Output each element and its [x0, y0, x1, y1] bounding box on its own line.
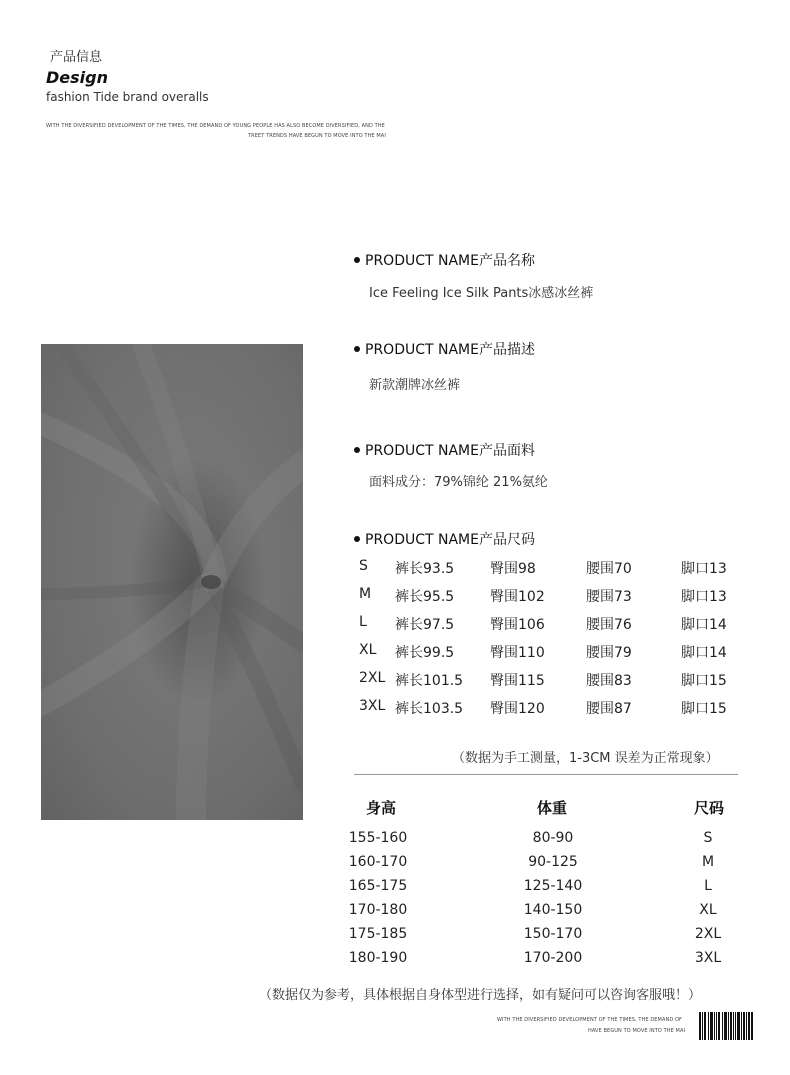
section-title-fabric: PRODUCT NAME产品面料 — [354, 440, 535, 460]
size-label: S — [359, 558, 368, 574]
fabric-swirl-image — [41, 344, 303, 820]
header-fineprint-line1: WITH THE DIVERSIFIED DEVELOPMENT OF THE TIMES, THE DEMAND OF YOUNG PEOPLE HAS ALSO BECOME DIVERSIFIED, AND THE — [46, 123, 385, 129]
weight-cell: 170-200 — [523, 950, 583, 966]
header-weight: 体重 — [536, 799, 568, 817]
size-hem: 脚口15 — [681, 701, 727, 717]
size-hip: 臀围110 — [490, 645, 545, 661]
size-hem: 脚口13 — [681, 589, 727, 605]
size-cell: 3XL — [694, 950, 722, 966]
size-hem: 脚口14 — [681, 617, 727, 633]
size-cell: M — [701, 854, 715, 870]
size-row — [359, 698, 749, 720]
height-cell: 155-160 — [348, 830, 408, 846]
size-row — [359, 558, 749, 580]
size-waist: 腰围73 — [586, 589, 632, 605]
design-title: Design — [46, 68, 108, 87]
product-name-value: Ice Feeling Ice Silk Pants冰感冰丝裤 — [369, 286, 594, 301]
size-hip: 臀围120 — [490, 701, 545, 717]
header-size: 尺码 — [693, 799, 725, 817]
table-row — [0, 950, 790, 974]
size-label: L — [359, 614, 367, 630]
table-row — [0, 878, 790, 902]
weight-cell: 125-140 — [523, 878, 583, 894]
weight-cell: 150-170 — [523, 926, 583, 942]
size-waist: 腰围83 — [586, 673, 632, 689]
product-info-heading: 产品信息 — [50, 50, 103, 65]
height-cell: 170-180 — [348, 902, 408, 918]
size-waist: 腰围70 — [586, 561, 632, 577]
height-cell: 175-185 — [348, 926, 408, 942]
size-length: 裤长99.5 — [395, 645, 455, 661]
table-row — [0, 926, 790, 950]
weight-cell: 80-90 — [532, 830, 574, 846]
size-length: 裤长95.5 — [395, 589, 455, 605]
description-value: 新款潮牌冰丝裤 — [369, 378, 461, 393]
size-length: 裤长101.5 — [395, 673, 464, 689]
weight-cell: 140-150 — [523, 902, 583, 918]
size-label: 2XL — [359, 670, 386, 686]
size-row — [359, 642, 749, 664]
size-row — [359, 586, 749, 608]
size-hip: 臀围98 — [490, 561, 536, 577]
size-hip: 臀围115 — [490, 673, 545, 689]
header-fineprint-line2: TREET TRENDS HAVE BEGUN TO MOVE INTO THE MAI — [248, 133, 386, 139]
size-cell: 2XL — [694, 926, 722, 942]
design-subtitle: fashion Tide brand overalls — [46, 90, 209, 104]
size-waist: 腰围79 — [586, 645, 632, 661]
height-cell: 180-190 — [348, 950, 408, 966]
size-cell: S — [703, 830, 713, 846]
fabric-value: 面料成分：79%锦纶 21%氨纶 — [369, 475, 548, 490]
section-title-size: PRODUCT NAME产品尺码 — [354, 529, 535, 549]
size-hem: 脚口14 — [681, 645, 727, 661]
table-row — [0, 854, 790, 878]
size-label: M — [359, 586, 372, 602]
size-hem: 脚口15 — [681, 673, 727, 689]
section-title-description: PRODUCT NAME产品描述 — [354, 339, 535, 359]
bullet-dot-icon — [354, 346, 360, 352]
weight-cell: 90-125 — [528, 854, 578, 870]
size-cell: XL — [699, 902, 717, 918]
height-cell: 160-170 — [348, 854, 408, 870]
bullet-dot-icon — [354, 447, 360, 453]
height-cell: 165-175 — [348, 878, 408, 894]
section-title-product-name: PRODUCT NAME产品名称 — [354, 250, 535, 270]
size-length: 裤长93.5 — [395, 561, 455, 577]
table-row — [0, 830, 790, 854]
size-label: 3XL — [359, 698, 386, 714]
reference-note: （数据仅为参考，具体根据自身体型进行选择，如有疑问可以咨询客服哦！） — [259, 988, 702, 1003]
header-height: 身高 — [365, 799, 397, 817]
size-cell: L — [704, 878, 712, 894]
size-hip: 臀围106 — [490, 617, 545, 633]
bullet-dot-icon — [354, 257, 360, 263]
size-waist: 腰围76 — [586, 617, 632, 633]
table-row — [0, 902, 790, 926]
barcode-icon — [699, 1012, 753, 1040]
measurement-note: （数据为手工测量，1-3CM 误差为正常现象） — [452, 751, 719, 766]
size-row — [359, 670, 749, 692]
size-hip: 臀围102 — [490, 589, 545, 605]
size-length: 裤长97.5 — [395, 617, 455, 633]
bullet-dot-icon — [354, 536, 360, 542]
size-length: 裤长103.5 — [395, 701, 464, 717]
footer-fineprint-line2: HAVE BEGUN TO MOVE INTO THE MAI — [588, 1028, 686, 1034]
divider — [354, 774, 738, 775]
size-label: XL — [359, 642, 377, 658]
footer-fineprint-line1: WITH THE DIVERSIFIED DEVELOPMENT OF THE TIMES, THE DEMAND OF — [497, 1017, 682, 1023]
size-hem: 脚口13 — [681, 561, 727, 577]
size-row — [359, 614, 749, 636]
size-waist: 腰围87 — [586, 701, 632, 717]
